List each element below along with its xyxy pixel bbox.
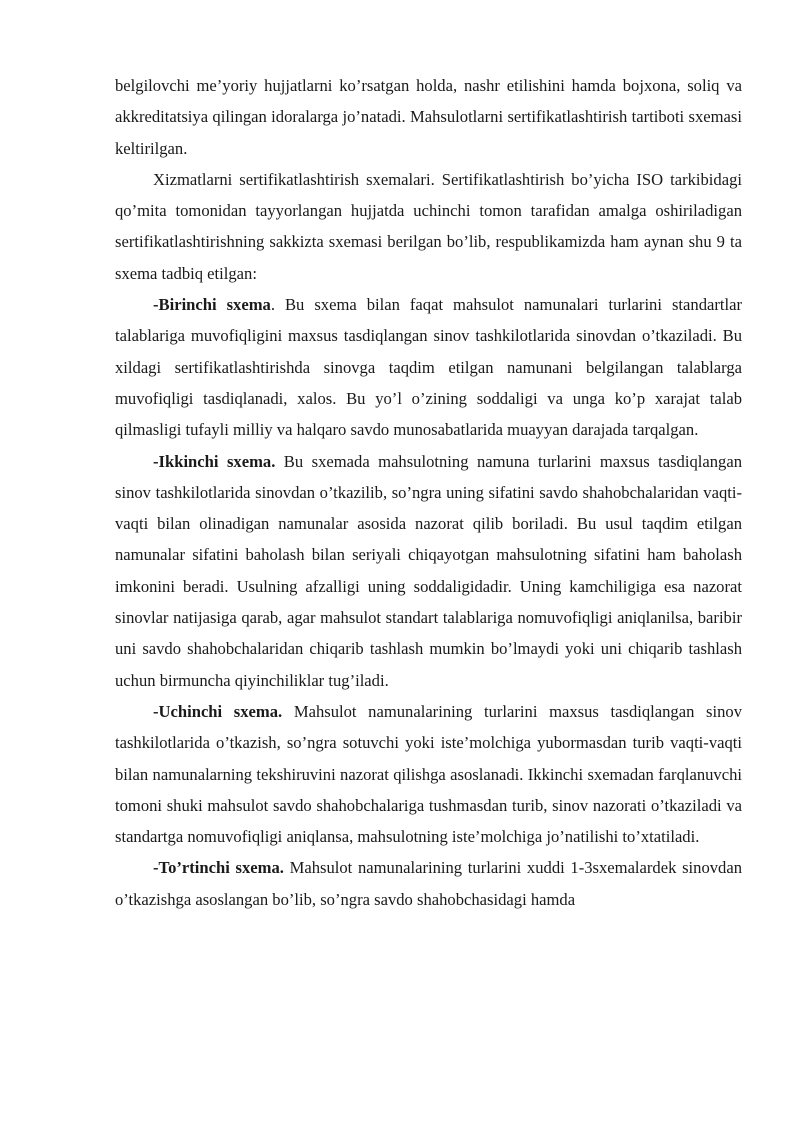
scheme-term: -Birinchi sxema xyxy=(153,295,271,315)
paragraph-intro-continuation xyxy=(115,70,742,164)
paragraph-text: Bu sxemada mahsulotning namuna turlarini maxsus tasdiqlangan sinov tashkilotlarida sinovdan o’tkazilib, so’ngra uning sifatini savdo shahobchalaridan vaqti-vaqti bilan olinadigan namunalar asosida nazorat qilib boriladi. Bu usul taqdim etilgan namunalar sifatini baholash bilan seriyali chiqayotgan mahsulotning sifatini ham baholash imkonini beradi. Usulning afzalligi uning soddaligidadir. Uning kamchiligiga esa nazorat sinovlar natijasiga qarab, agar mahsulot standart talablariga nomuvofiqligi aniqlanilsa, baribir uni savdo shahobchalaridan chiqarib tashlash mumkin bo’lmaydi yoki uni chiqarib tashlash uchun birmuncha qiyinchiliklar tug’iladi. xyxy=(115,451,742,690)
paragraph-text: Xizmatlarni sertifikatlashtirish sxemalari. Sertifikatlashtirish bo’yicha ISO tarkibidagi qo’mita tomonidan tayyorlangan hujjatda uchinchi tomon tarafidan amalga oshiriladigan sertifikatlashtirishning sakkizta sxemasi berilgan bo’lib, respublikamizda ham aynan shu 9 ta sxema tadbiq etilgan: xyxy=(115,169,742,283)
paragraph-first-scheme xyxy=(115,289,742,445)
paragraph-second-scheme xyxy=(115,446,742,696)
document-body xyxy=(115,70,742,915)
paragraph-text: Mahsulot namunalarining turlarini xuddi 1-3sxemalardek sinovdan o’tkazishga asoslangan bo’lib, so’ngra savdo shahobchasidagi hamda xyxy=(115,858,742,909)
paragraph-text: Mahsulot namunalarining turlarini maxsus tasdiqlangan sinov tashkilotlarida o’tkazish, so’ngra sotuvchi yoki iste’molchiga yubormasdan turib vaqti-vaqti bilan namunalarning tekshiruvini nazorat qilishga asoslanadi. Ikkinchi sxemadan farqlanuvchi tomoni shuki mahsulot savdo shahobchalariga tushmasdan turib, sinov nazorati o’tkaziladi va standartga nomuvofiqligi aniqlansa, mahsulotning iste’molchiga jo’natilishi to’xtatiladi. xyxy=(115,701,742,847)
paragraph-third-scheme xyxy=(115,696,742,852)
scheme-term: -Uchinchi sxema. xyxy=(153,701,283,721)
paragraph-text: . Bu sxema bilan faqat mahsulot namunalari turlarini standartlar talablariga muvofiqligini maxsus tasdiqlangan sinov tashkilotlarida sinovdan o’tkaziladi. Bu xildagi sertifikatlashtirishda sinovga taqdim etilgan namunani belgilangan talablarga muvofiqligi tasdiqlanadi, xalos. Bu yo’l o’zining soddaligi va unga ko’p xarajat talab qilmasligi tufayli milliy va halqaro savdo munosabatlarida muayyan darajada tarqalgan. xyxy=(115,295,742,440)
paragraph-fourth-scheme xyxy=(115,852,742,915)
paragraph-service-schemes xyxy=(115,164,742,289)
paragraph-text: belgilovchi me’yoriy hujjatlarni ko’rsatgan holda, nashr etilishini hamda bojxona, soliq va akkreditatsiya qilingan idoralarga jo’natadi. Mahsulotlarni sertifikatlashtirish tartiboti sxemasi keltirilgan. xyxy=(115,76,742,158)
scheme-term: -Ikkinchi sxema. xyxy=(153,451,276,471)
scheme-term: -To’rtinchi sxema. xyxy=(153,858,284,878)
